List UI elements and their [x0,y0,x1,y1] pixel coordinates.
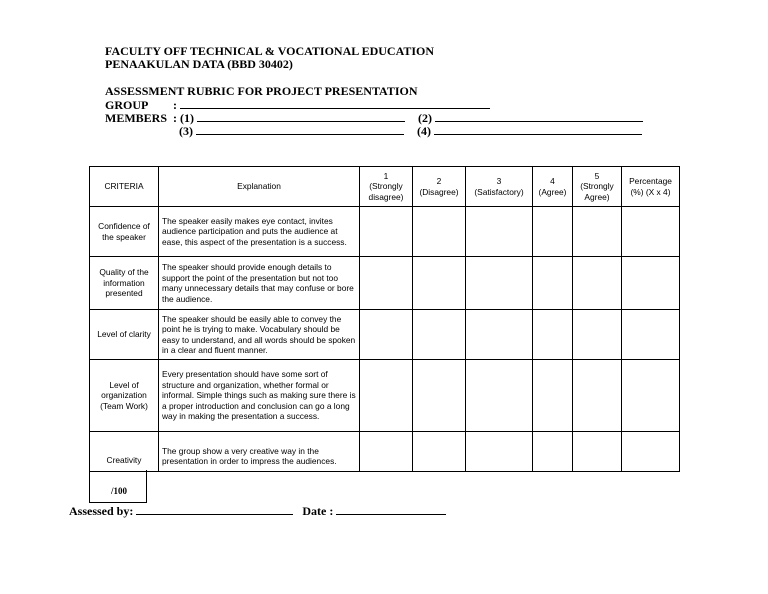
score-cell[interactable] [533,207,573,257]
member-4-label: (4) [417,124,431,138]
score-4-header: 4 (Agree) [533,167,573,207]
percentage-header: Percentage (%) (X x 4) [622,167,680,207]
member-2-blank[interactable] [435,110,643,122]
score-cell[interactable] [360,310,413,360]
explanation-header: Explanation [159,167,360,207]
score-cell[interactable] [533,257,573,310]
score-1-header: 1 (Strongly disagree) [360,167,413,207]
percentage-cell[interactable] [622,432,680,472]
score-5-header: 5 (Strongly Agree) [573,167,622,207]
member-3-blank[interactable] [196,123,404,135]
percentage-cell[interactable] [622,207,680,257]
explanation-cell: The speaker should be easily able to convey the point he is trying to make. Vocabulary should be easy to understand, and all words should be spoken in a clear and fluent manner. [159,310,360,360]
rubric-title: ASSESSMENT RUBRIC FOR PROJECT PRESENTATION [105,84,418,98]
score-cell[interactable] [466,360,533,432]
rubric-table [89,166,680,472]
total-box[interactable] [89,470,147,503]
course-title: PENAAKULAN DATA (BBD 30402) [105,57,293,71]
member-1-label: : (1) [173,111,194,125]
criteria-cell: Quality of the information presented [90,257,159,310]
score-cell[interactable] [466,257,533,310]
score-cell[interactable] [413,207,466,257]
explanation-cell: The speaker should provide enough details to support the point of the presentation but not too many unnecessary details that may confuse or bore the audience. [159,257,360,310]
table-row [90,310,680,360]
total-label: /100 [111,486,128,496]
percentage-cell[interactable] [622,310,680,360]
date-label: Date : [302,504,334,518]
score-3-header: 3 (Satisfactory) [466,167,533,207]
footer-row [69,503,446,519]
member-3-label: (3) [179,124,193,138]
members-row-2 [179,123,642,138]
score-2-header: 2 (Disagree) [413,167,466,207]
header-row [90,167,680,207]
score-cell[interactable] [360,207,413,257]
member-4-blank[interactable] [434,123,642,135]
member-1-blank[interactable] [197,110,405,122]
score-cell[interactable] [360,432,413,472]
explanation-cell: The group show a very creative way in the presentation in order to impress the audiences. [159,432,360,472]
table-row [90,360,680,432]
group-blank[interactable] [180,97,490,109]
percentage-cell[interactable] [622,360,680,432]
score-cell[interactable] [533,432,573,472]
score-cell[interactable] [466,310,533,360]
percentage-cell[interactable] [622,257,680,310]
criteria-cell: Level of clarity [90,310,159,360]
score-cell[interactable] [360,360,413,432]
score-cell[interactable] [573,360,622,432]
score-cell[interactable] [413,432,466,472]
score-cell[interactable] [466,432,533,472]
group-colon: : [173,98,177,112]
score-cell[interactable] [573,310,622,360]
score-cell[interactable] [533,360,573,432]
table-row [90,432,680,472]
score-cell[interactable] [533,310,573,360]
score-cell[interactable] [413,360,466,432]
score-cell[interactable] [573,432,622,472]
score-cell[interactable] [573,207,622,257]
score-cell[interactable] [413,257,466,310]
faculty-title: FACULTY OFF TECHNICAL & VOCATIONAL EDUCATION [105,44,435,58]
criteria-header: CRITERIA [90,167,159,207]
criteria-cell: Creativity [90,432,159,472]
group-label: GROUP [105,98,149,112]
score-cell[interactable] [573,257,622,310]
explanation-cell: The speaker easily makes eye contact, invites audience participation and puts the audience at ease, this aspect of the presentation is a success. [159,207,360,257]
criteria-cell: Level of organization (Team Work) [90,360,159,432]
explanation-cell: Every presentation should have some sort of structure and organization, whether formal or informal. Simple things such as making sure there is a proper introduction and conclusion can go a long way in making the presentation a success. [159,360,360,432]
criteria-cell: Confidence of the speaker [90,207,159,257]
table-row [90,207,680,257]
assessed-by-blank[interactable] [136,503,293,515]
members-label: MEMBERS [105,111,168,125]
table-row [90,257,680,310]
score-cell[interactable] [466,207,533,257]
member-2-label: (2) [418,111,432,125]
date-blank[interactable] [336,503,446,515]
score-cell[interactable] [413,310,466,360]
score-cell[interactable] [360,257,413,310]
assessed-by-label: Assessed by: [69,504,134,518]
